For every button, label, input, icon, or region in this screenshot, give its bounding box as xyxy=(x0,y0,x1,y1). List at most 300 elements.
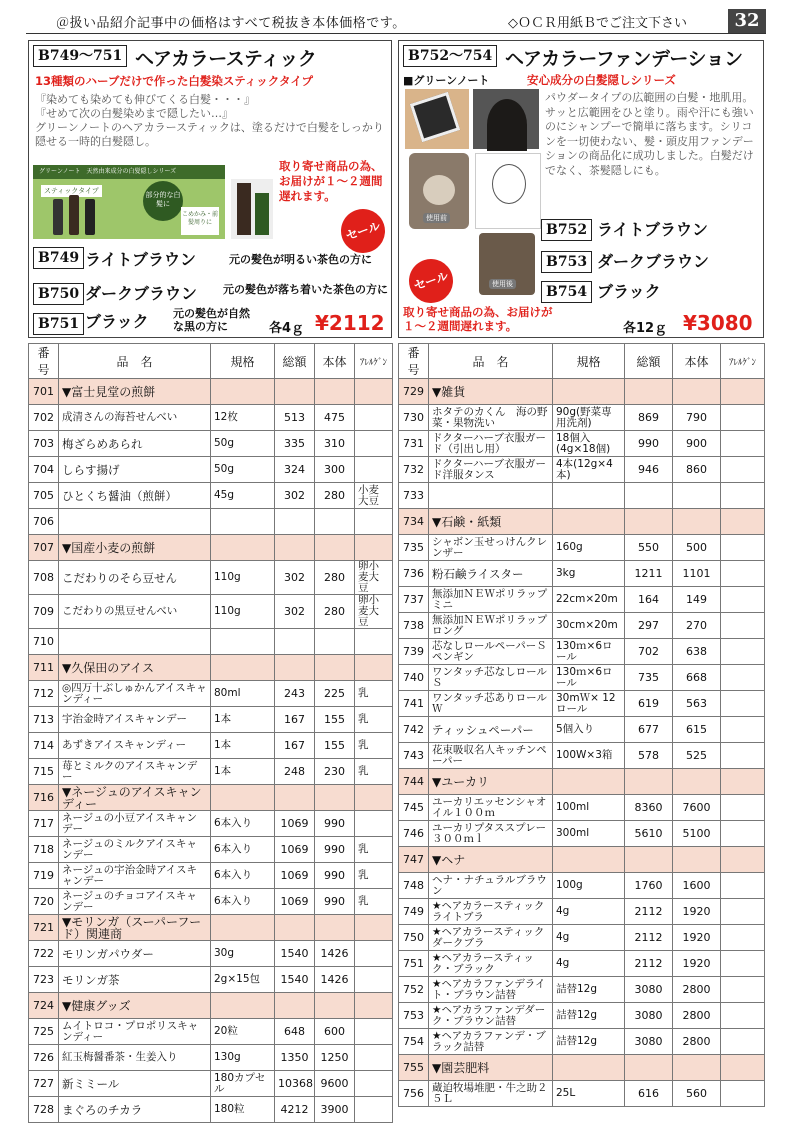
item-allergen xyxy=(721,431,765,457)
item-spec: 2g×15包 xyxy=(211,967,275,993)
item-name xyxy=(429,483,553,509)
item-name: 蔵迫牧場堆肥・牛之助２５Ｌ xyxy=(429,1081,553,1107)
item-total-price xyxy=(625,1055,673,1081)
item-base-price: 230 xyxy=(315,759,355,785)
item-number: 731 xyxy=(399,431,429,457)
item-allergen: 乳 xyxy=(355,759,393,785)
foundation-sale-badge: セール xyxy=(403,253,458,308)
item-allergen xyxy=(355,1045,393,1071)
item-number: 755 xyxy=(399,1055,429,1081)
item-number: 705 xyxy=(29,483,59,509)
item-number: 725 xyxy=(29,1019,59,1045)
variant-code: B751 xyxy=(33,313,84,335)
item-number: 748 xyxy=(399,873,429,899)
item-spec: 110g xyxy=(211,595,275,629)
item-spec xyxy=(211,379,275,405)
item-number: 756 xyxy=(399,1081,429,1107)
item-number: 713 xyxy=(29,707,59,733)
item-number: 744 xyxy=(399,769,429,795)
item-number: 739 xyxy=(399,639,429,665)
item-base-price xyxy=(673,847,721,873)
variant-code: B754 xyxy=(541,281,592,303)
item-name: ネージュの宇治金時アイスキャンデー xyxy=(59,863,211,889)
item-spec: 1本 xyxy=(211,707,275,733)
item-allergen xyxy=(721,535,765,561)
item-spec: 30mＷ× 12ロール xyxy=(553,691,625,717)
item-name: ネージュのミルクアイスキャンデー xyxy=(59,837,211,863)
item-name: ▼富士見堂の煎餅 xyxy=(59,379,211,405)
item-allergen: 卵小麦大豆 xyxy=(355,561,393,595)
item-name: ドクターハーブ衣服ガード（引出し用） xyxy=(429,431,553,457)
item-allergen xyxy=(355,915,393,941)
item-allergen: 乳 xyxy=(355,681,393,707)
item-spec: 130g xyxy=(211,1045,275,1071)
item-number: 722 xyxy=(29,941,59,967)
item-spec xyxy=(553,379,625,405)
item-base-price xyxy=(315,655,355,681)
item-base-price xyxy=(315,509,355,535)
item-total-price: 4212 xyxy=(275,1097,315,1123)
item-spec: 90g(野菜専用洗剤) xyxy=(553,405,625,431)
item-name: ワンタッチ芯なしロールＳ xyxy=(429,665,553,691)
item-spec: 25L xyxy=(553,1081,625,1107)
foundation-compact-photo xyxy=(405,89,469,149)
item-base-price: 475 xyxy=(315,405,355,431)
item-base-price: 1600 xyxy=(673,873,721,899)
item-total-price: 164 xyxy=(625,587,673,613)
item-base-price: 1101 xyxy=(673,561,721,587)
illustration-head xyxy=(492,164,526,204)
item-total-price: 335 xyxy=(275,431,315,457)
item-name: ネージュのチョコアイスキャンデー xyxy=(59,889,211,915)
item-spec xyxy=(211,509,275,535)
table-row xyxy=(29,431,393,457)
item-allergen xyxy=(721,587,765,613)
section-header-row xyxy=(29,785,393,811)
stick-price: ¥2112 xyxy=(315,311,385,335)
item-allergen xyxy=(355,1071,393,1097)
section-header-row xyxy=(29,655,393,681)
item-total-price xyxy=(275,785,315,811)
item-spec: 詰替12g xyxy=(553,1029,625,1055)
item-number: 727 xyxy=(29,1071,59,1097)
item-base-price: 5100 xyxy=(673,821,721,847)
foundation-tagline: 安心成分の白髪隠しシリーズ xyxy=(527,73,676,87)
item-number: 745 xyxy=(399,795,429,821)
item-number: 719 xyxy=(29,863,59,889)
item-spec: 6本入り xyxy=(211,811,275,837)
item-spec: 50g xyxy=(211,431,275,457)
stick-tube xyxy=(69,195,79,235)
item-number: 707 xyxy=(29,535,59,561)
item-spec: 130ｍ×6ロール xyxy=(553,639,625,665)
stick-tube xyxy=(237,183,251,235)
table-row xyxy=(399,821,765,847)
table-row xyxy=(29,811,393,837)
item-base-price: 225 xyxy=(315,681,355,707)
item-allergen xyxy=(721,873,765,899)
stick-sale-badge: セール xyxy=(335,203,390,258)
item-total-price: 302 xyxy=(275,561,315,595)
stick-desc-line: 『染めても染めても伸びてくる白髪・・・』 xyxy=(35,93,255,106)
item-total-price: 990 xyxy=(625,431,673,457)
section-header-row xyxy=(399,379,765,405)
item-total-price xyxy=(275,535,315,561)
item-number: 743 xyxy=(399,743,429,769)
table-row xyxy=(399,691,765,717)
item-name: ワンタッチ芯ありロールＷ xyxy=(429,691,553,717)
item-total-price xyxy=(275,993,315,1019)
item-base-price: 2800 xyxy=(673,1029,721,1055)
item-spec xyxy=(211,655,275,681)
item-allergen xyxy=(355,811,393,837)
after-photo xyxy=(479,233,535,295)
item-number: 718 xyxy=(29,837,59,863)
item-base-price: 270 xyxy=(673,613,721,639)
item-number: 723 xyxy=(29,967,59,993)
item-allergen: 乳 xyxy=(355,863,393,889)
item-total-price: 735 xyxy=(625,665,673,691)
item-allergen: 乳 xyxy=(355,707,393,733)
col-header-spec: 規格 xyxy=(553,344,625,379)
catalog-left-body xyxy=(29,379,393,1123)
table-row xyxy=(399,535,765,561)
item-allergen xyxy=(721,405,765,431)
item-spec xyxy=(211,993,275,1019)
item-name: ▼ネージュのアイスキャンディー xyxy=(59,785,211,811)
item-allergen xyxy=(721,457,765,483)
variant-name: ライトブラウン xyxy=(85,250,197,269)
item-number: 726 xyxy=(29,1045,59,1071)
item-name: ★ヘアカラースティック・ブラック xyxy=(429,951,553,977)
item-allergen xyxy=(721,899,765,925)
table-row xyxy=(29,629,393,655)
table-row xyxy=(399,977,765,1003)
foundation-brand: ■グリーンノート xyxy=(403,74,490,87)
item-allergen xyxy=(721,509,765,535)
item-base-price: 500 xyxy=(673,535,721,561)
item-total-price xyxy=(275,379,315,405)
item-base-price xyxy=(673,509,721,535)
item-allergen xyxy=(721,925,765,951)
table-row xyxy=(29,707,393,733)
item-spec: 45g xyxy=(211,483,275,509)
item-number: 742 xyxy=(399,717,429,743)
item-name: しらす揚げ xyxy=(59,457,211,483)
item-base-price: 300 xyxy=(315,457,355,483)
section-header-row xyxy=(29,379,393,405)
item-allergen xyxy=(355,509,393,535)
variant-code: B753 xyxy=(541,251,592,273)
item-spec: 1本 xyxy=(211,759,275,785)
item-base-price: 280 xyxy=(315,483,355,509)
item-spec: 30g xyxy=(211,941,275,967)
item-base-price xyxy=(315,993,355,1019)
item-number: 714 xyxy=(29,733,59,759)
item-total-price: 578 xyxy=(625,743,673,769)
section-header-row xyxy=(29,993,393,1019)
stick-desc-line: グリーンノートのヘアカラースティックは、塗るだけで白髪をしっかり隠せる一時的白髪隠し。 xyxy=(35,121,384,148)
foundation-order-notice: 取り寄せ商品の為、お届けが１～２週間遅れます。 xyxy=(403,305,553,333)
item-total-price: 619 xyxy=(625,691,673,717)
item-total-price xyxy=(275,915,315,941)
item-total-price xyxy=(625,509,673,535)
item-number: 704 xyxy=(29,457,59,483)
item-name: 芯なしロールペーパーＳ ペンギン xyxy=(429,639,553,665)
item-total-price: 648 xyxy=(275,1019,315,1045)
item-allergen xyxy=(355,405,393,431)
item-total-price: 1069 xyxy=(275,889,315,915)
variant-code: B752 xyxy=(541,219,592,241)
item-base-price: 1920 xyxy=(673,925,721,951)
item-name: こだわりのそら豆せん xyxy=(59,561,211,595)
item-total-price: 513 xyxy=(275,405,315,431)
item-spec: 詰替12g xyxy=(553,1003,625,1029)
item-name: ユーカリエッセンシャオイル１００ｍ xyxy=(429,795,553,821)
item-base-price xyxy=(315,785,355,811)
item-spec: 110g xyxy=(211,561,275,595)
item-number: 750 xyxy=(399,925,429,951)
stick-desc-line: 『せめて次の白髪染めまで隠したい…』 xyxy=(35,107,233,120)
item-number: 752 xyxy=(399,977,429,1003)
item-allergen xyxy=(355,1019,393,1045)
item-number: 711 xyxy=(29,655,59,681)
item-base-price xyxy=(315,915,355,941)
item-base-price: 1426 xyxy=(315,941,355,967)
stick-description xyxy=(35,93,387,149)
stick-tagline: 13種類のハーブだけで作った白髪染スティックタイプ xyxy=(35,74,313,88)
item-spec: 20粒 xyxy=(211,1019,275,1045)
col-header-name: 品 名 xyxy=(59,344,211,379)
item-total-price xyxy=(625,847,673,873)
item-base-price xyxy=(673,379,721,405)
item-base-price: 525 xyxy=(673,743,721,769)
item-allergen xyxy=(721,561,765,587)
foundation-quantity: 各12ｇ xyxy=(623,321,668,336)
item-allergen xyxy=(355,1097,393,1123)
table-row xyxy=(399,925,765,951)
item-number: 702 xyxy=(29,405,59,431)
foundation-title: ヘアカラーファンデーション xyxy=(505,48,743,70)
item-allergen xyxy=(721,951,765,977)
item-number: 736 xyxy=(399,561,429,587)
stick-tube xyxy=(85,199,95,235)
item-base-price xyxy=(673,769,721,795)
item-number: 720 xyxy=(29,889,59,915)
item-total-price: 869 xyxy=(625,405,673,431)
item-total-price: 248 xyxy=(275,759,315,785)
item-number: 754 xyxy=(399,1029,429,1055)
item-base-price: 990 xyxy=(315,863,355,889)
item-number: 730 xyxy=(399,405,429,431)
item-base-price xyxy=(673,1055,721,1081)
item-total-price: 3080 xyxy=(625,1003,673,1029)
item-name: ▼国産小麦の煎餅 xyxy=(59,535,211,561)
item-spec xyxy=(553,483,625,509)
variant-code: B749 xyxy=(33,247,84,269)
item-total-price: 3080 xyxy=(625,977,673,1003)
item-spec: 300ml xyxy=(553,821,625,847)
scalp-thin-area xyxy=(423,175,455,205)
item-allergen xyxy=(721,977,765,1003)
table-row xyxy=(29,941,393,967)
section-header-row xyxy=(29,915,393,941)
stick-box-tag: スティックタイプ xyxy=(41,185,102,197)
table-row xyxy=(399,717,765,743)
item-allergen xyxy=(355,941,393,967)
item-allergen xyxy=(721,743,765,769)
table-header-row xyxy=(29,344,393,379)
item-total-price: 946 xyxy=(625,457,673,483)
item-total-price: 243 xyxy=(275,681,315,707)
item-base-price: 990 xyxy=(315,811,355,837)
stick-product-photo xyxy=(33,165,225,239)
item-spec: 130ｍ×6ロール xyxy=(553,665,625,691)
section-header-row xyxy=(399,1055,765,1081)
item-number: 717 xyxy=(29,811,59,837)
item-total-price: 616 xyxy=(625,1081,673,1107)
item-allergen xyxy=(355,431,393,457)
section-header-row xyxy=(399,847,765,873)
item-spec xyxy=(553,509,625,535)
item-number: 729 xyxy=(399,379,429,405)
item-allergen xyxy=(721,1029,765,1055)
item-total-price: 167 xyxy=(275,733,315,759)
col-header-spec: 規格 xyxy=(211,344,275,379)
table-header-row xyxy=(399,344,765,379)
item-allergen xyxy=(721,1055,765,1081)
item-name: 花束吸収名人キッチンペーパー xyxy=(429,743,553,769)
item-base-price: 2800 xyxy=(673,977,721,1003)
item-spec xyxy=(553,1055,625,1081)
stick-box-badge: 部分的な白髪に xyxy=(143,181,183,221)
table-row xyxy=(29,561,393,595)
table-row xyxy=(29,509,393,535)
col-header-number: 番号 xyxy=(399,344,429,379)
model-hair xyxy=(487,99,527,151)
item-base-price: 900 xyxy=(673,431,721,457)
table-row xyxy=(399,1003,765,1029)
stick-box-label: グリーンノート 天然由来成分の白髪隠しシリーズ xyxy=(33,165,225,179)
item-allergen: 卵小麦大豆 xyxy=(355,595,393,629)
item-spec xyxy=(211,785,275,811)
stick-order-notice: 取り寄せ商品の為、お届けが１～２週間遅れます。 xyxy=(279,159,383,203)
item-spec: 4g xyxy=(553,925,625,951)
item-name: 苺とミルクのアイスキャンデー xyxy=(59,759,211,785)
item-total-price: 297 xyxy=(625,613,673,639)
page-number: 32 xyxy=(728,9,766,33)
item-spec xyxy=(553,769,625,795)
table-row xyxy=(29,967,393,993)
table-row xyxy=(399,743,765,769)
item-base-price: 990 xyxy=(315,889,355,915)
col-header-name: 品 名 xyxy=(429,344,553,379)
table-row xyxy=(29,1071,393,1097)
item-name xyxy=(59,629,211,655)
application-illustration xyxy=(475,153,541,229)
item-number: 716 xyxy=(29,785,59,811)
item-name: ドクターハーブ衣服ガード洋服タンス xyxy=(429,457,553,483)
table-row xyxy=(399,795,765,821)
table-row xyxy=(399,561,765,587)
item-total-price: 10368 xyxy=(275,1071,315,1097)
item-name: モリンガパウダー xyxy=(59,941,211,967)
table-row xyxy=(29,457,393,483)
item-number: 709 xyxy=(29,595,59,629)
item-allergen: 乳 xyxy=(355,733,393,759)
item-spec: 180カプセル xyxy=(211,1071,275,1097)
item-allergen: 乳 xyxy=(355,837,393,863)
variant-name: ダークブラウン xyxy=(597,252,710,271)
item-name: あずきアイスキャンディー xyxy=(59,733,211,759)
item-base-price: 668 xyxy=(673,665,721,691)
after-label: 使用後 xyxy=(489,279,516,289)
item-number: 733 xyxy=(399,483,429,509)
item-name: ティッシュペーパー xyxy=(429,717,553,743)
item-name: ヘナ・ナチュラルブラウン xyxy=(429,873,553,899)
item-total-price: 8360 xyxy=(625,795,673,821)
item-name: ▼石鹸・紙類 xyxy=(429,509,553,535)
item-allergen: 小麦大豆 xyxy=(355,483,393,509)
item-number: 746 xyxy=(399,821,429,847)
item-base-price: 280 xyxy=(315,595,355,629)
before-photo xyxy=(409,153,469,229)
item-base-price: 1426 xyxy=(315,967,355,993)
item-number: 749 xyxy=(399,899,429,925)
table-row xyxy=(399,665,765,691)
item-base-price: 1920 xyxy=(673,899,721,925)
stick-product-panel xyxy=(28,40,392,338)
variant-note: 元の髪色が落ち着いた茶色の方に xyxy=(223,283,388,296)
item-name: ★ヘアカラースティックダークブラ xyxy=(429,925,553,951)
table-row xyxy=(399,873,765,899)
table-row xyxy=(29,483,393,509)
item-allergen: 乳 xyxy=(355,889,393,915)
item-name: 無添加ＮＥＷポリラップミニ xyxy=(429,587,553,613)
item-total-price: 167 xyxy=(275,707,315,733)
item-name xyxy=(59,509,211,535)
item-allergen xyxy=(721,847,765,873)
item-total-price: 702 xyxy=(625,639,673,665)
item-name: モリンガ茶 xyxy=(59,967,211,993)
before-label: 使用前 xyxy=(423,213,450,223)
item-base-price: 860 xyxy=(673,457,721,483)
col-header-allergen: ｱﾚﾙｹﾞﾝ xyxy=(355,344,393,379)
item-total-price: 1069 xyxy=(275,811,315,837)
item-spec xyxy=(211,629,275,655)
table-row xyxy=(29,837,393,863)
item-name: ホタテのカくん 海の野菜・果物洗い xyxy=(429,405,553,431)
item-name: 無添加ＮＥＷポリラップロング xyxy=(429,613,553,639)
item-allergen xyxy=(721,795,765,821)
item-name: まぐろのチカラ xyxy=(59,1097,211,1123)
table-row xyxy=(29,1045,393,1071)
table-row xyxy=(399,1081,765,1107)
item-allergen xyxy=(721,379,765,405)
item-number: 741 xyxy=(399,691,429,717)
item-total-price xyxy=(275,655,315,681)
item-allergen xyxy=(721,1003,765,1029)
item-base-price: 563 xyxy=(673,691,721,717)
item-name: ▼モリンガ（スーパーフード）関連商 xyxy=(59,915,211,941)
item-allergen xyxy=(355,457,393,483)
item-base-price: 638 xyxy=(673,639,721,665)
table-row xyxy=(29,681,393,707)
item-base-price: 280 xyxy=(315,561,355,595)
table-row xyxy=(399,1029,765,1055)
item-number: 747 xyxy=(399,847,429,873)
item-number: 710 xyxy=(29,629,59,655)
